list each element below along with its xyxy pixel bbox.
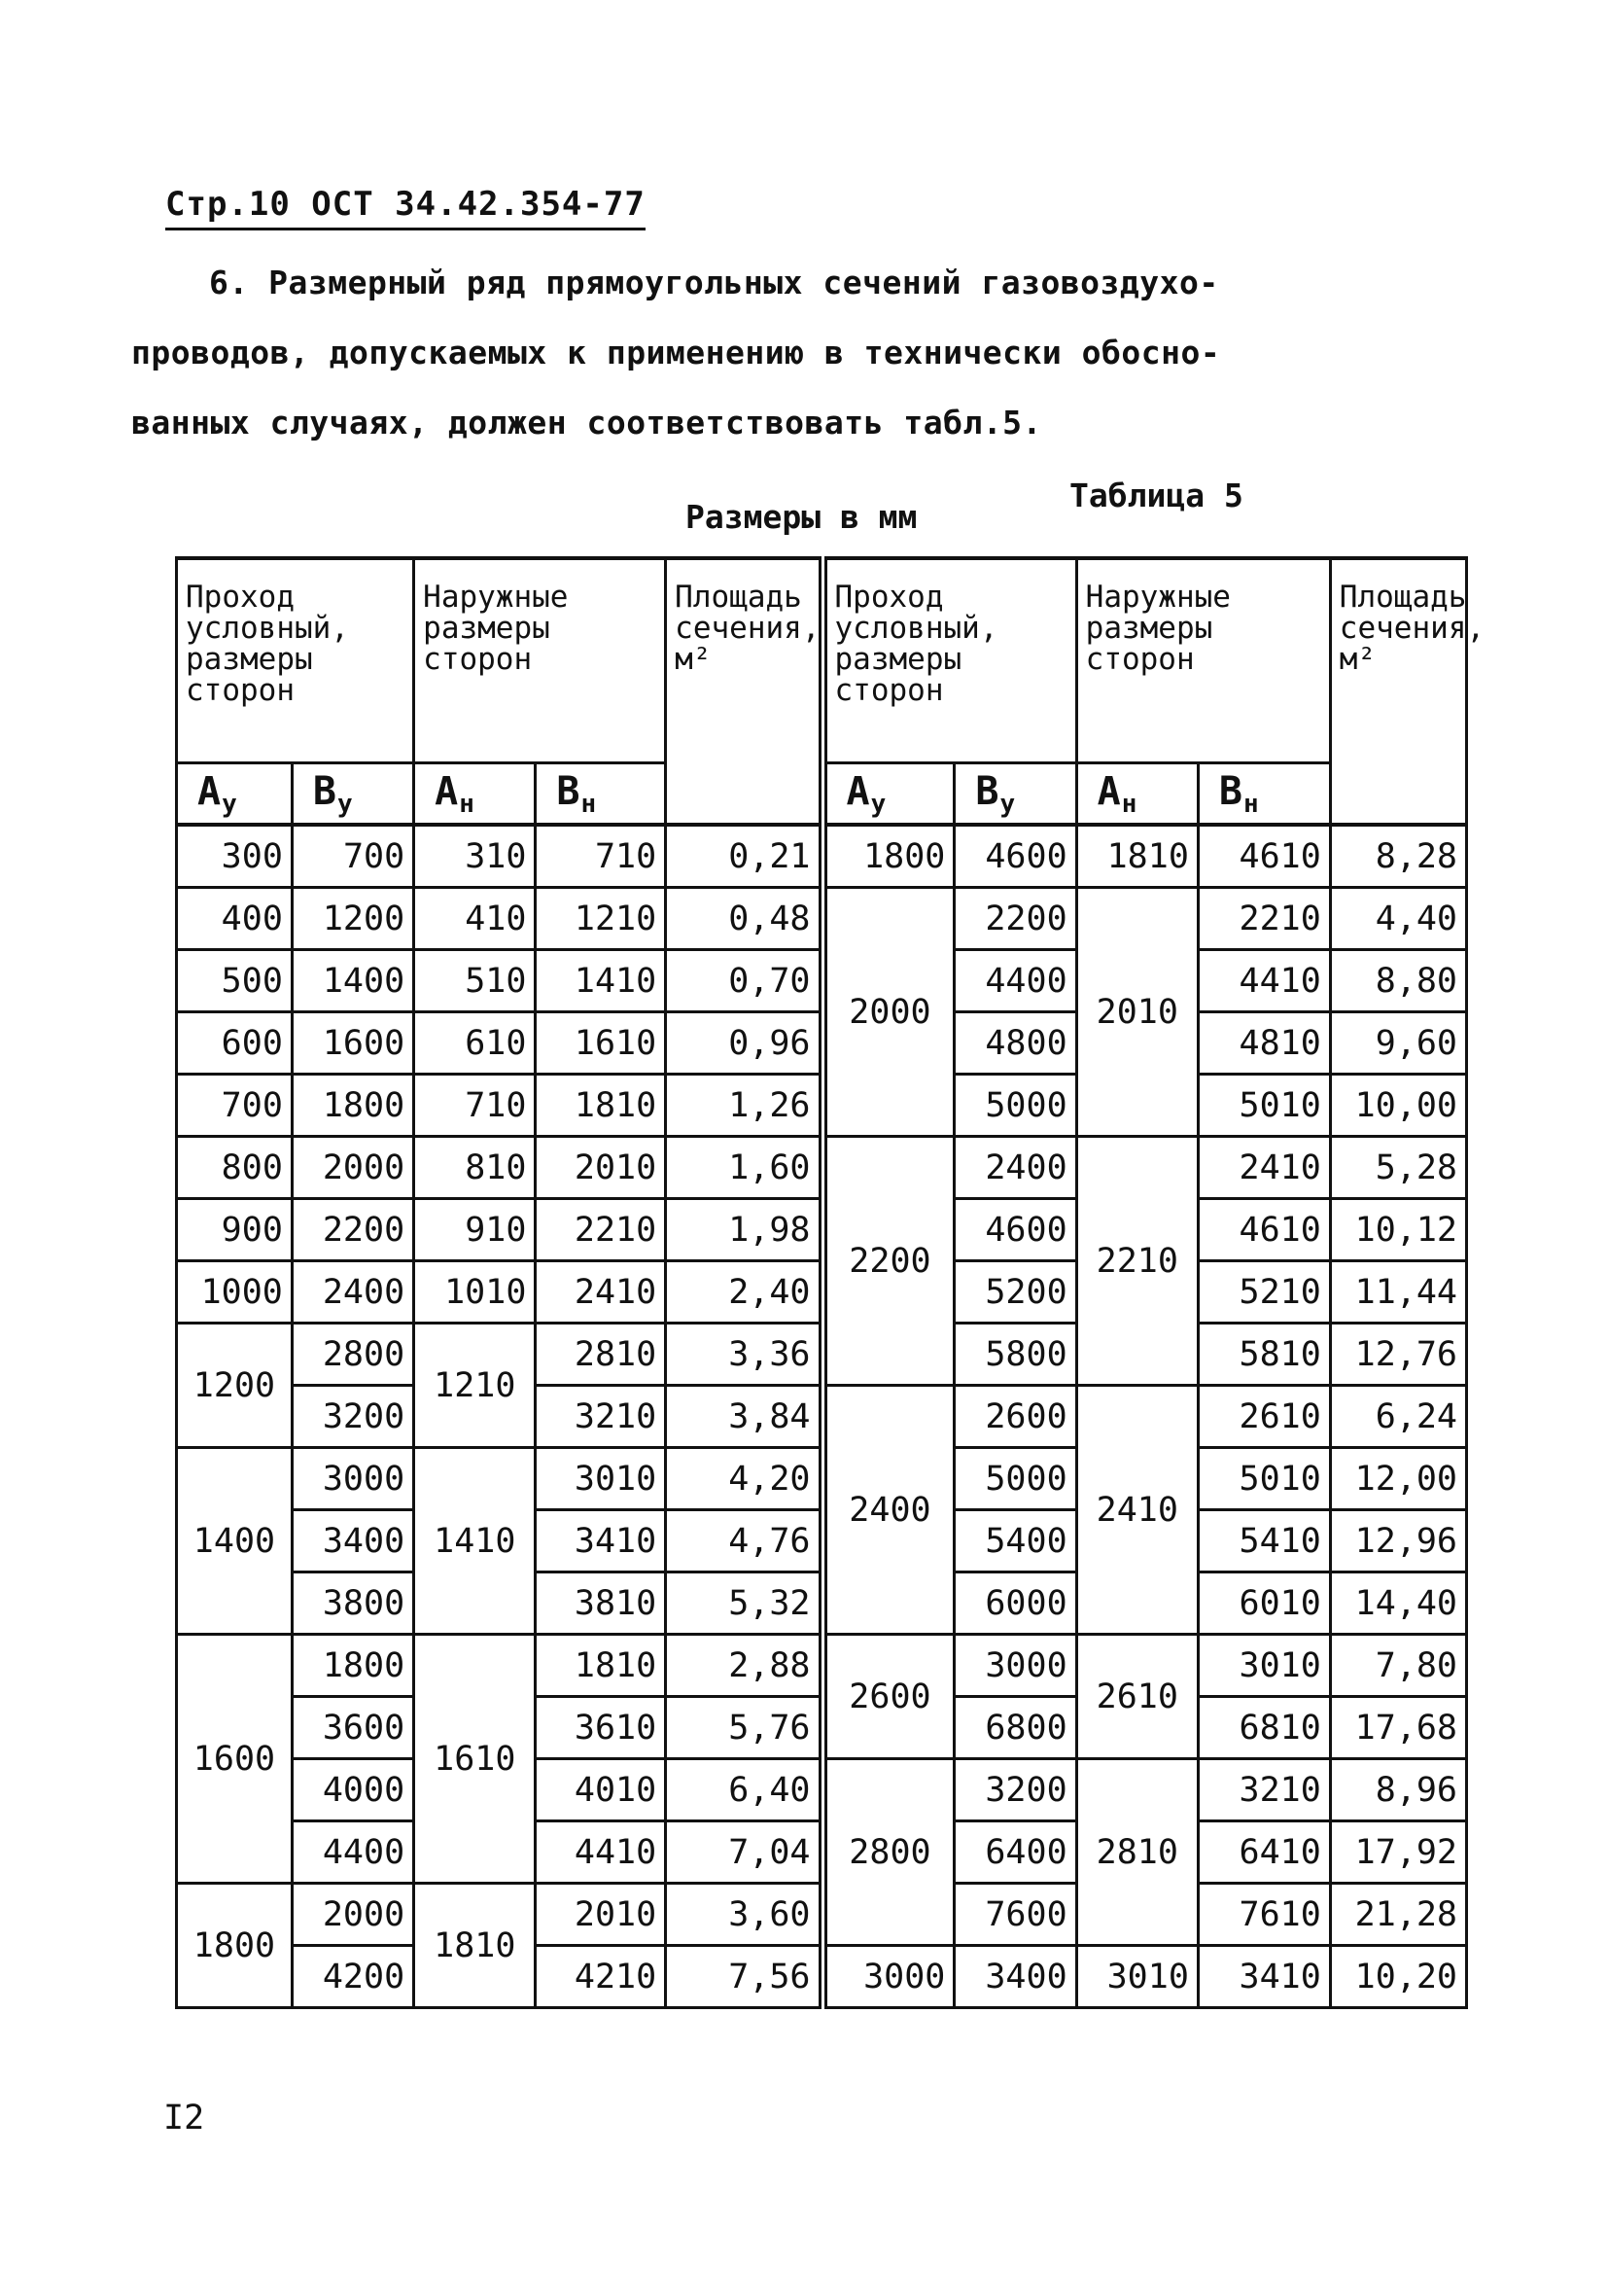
table-cell: 4410 (1198, 950, 1330, 1012)
table-cell: 2200 (955, 888, 1076, 950)
table-cell: 800 (177, 1137, 293, 1199)
table-cell: 1610 (414, 1635, 536, 1884)
table-cell: 4400 (292, 1821, 413, 1884)
header-an-left: $А_н$ (414, 763, 536, 826)
header-ay-left: $А_у$ (177, 763, 293, 826)
table-cell: 7,80 (1330, 1635, 1466, 1697)
table-cell: 0,96 (666, 1012, 822, 1075)
table-title: Таблица 5 (1069, 477, 1243, 514)
table-cell: 510 (414, 950, 536, 1012)
table-cell: 5400 (955, 1510, 1076, 1572)
table-cell: 0,48 (666, 888, 822, 950)
table-cell: 3610 (536, 1697, 666, 1759)
table-cell: 5,28 (1330, 1137, 1466, 1199)
table-cell: 4200 (292, 1946, 413, 2008)
table-cell: 3000 (822, 1946, 955, 2008)
table-cell: 2800 (822, 1759, 955, 1946)
table-row (177, 1075, 1467, 1137)
header-an-right: $А_н$ (1076, 763, 1198, 826)
table-cell: 3,36 (666, 1324, 822, 1386)
table-cell: 610 (414, 1012, 536, 1075)
table-cell: 1,98 (666, 1199, 822, 1261)
table-cell: 11,44 (1330, 1261, 1466, 1324)
table-row (177, 950, 1467, 1012)
table-cell: 5410 (1198, 1510, 1330, 1572)
header-outer-left: Наружные размеры сторон (414, 558, 666, 763)
table-cell: 6800 (955, 1697, 1076, 1759)
table-cell: 4400 (955, 950, 1076, 1012)
table-cell: 4410 (536, 1821, 666, 1884)
table-cell: 7,04 (666, 1821, 822, 1884)
table-cell: 12,76 (1330, 1324, 1466, 1386)
table-cell: 6010 (1198, 1572, 1330, 1635)
table-cell: 5010 (1198, 1075, 1330, 1137)
table-cell: 7600 (955, 1884, 1076, 1946)
table-cell: 2400 (292, 1261, 413, 1324)
table-cell: 2200 (292, 1199, 413, 1261)
table-cell: 12,00 (1330, 1448, 1466, 1510)
table-cell: 3800 (292, 1572, 413, 1635)
table-cell: 3010 (1076, 1946, 1198, 2008)
table-cell: 3200 (955, 1759, 1076, 1821)
table-cell: 1000 (177, 1261, 293, 1324)
paragraph-line-3: ванных случаях, должен соответствовать табл.5. (131, 404, 1042, 442)
table-cell: 17,92 (1330, 1821, 1466, 1884)
table-cell: 8,28 (1330, 825, 1466, 888)
table-row (177, 1635, 1467, 1697)
table-cell: 17,68 (1330, 1697, 1466, 1759)
table-cell: 3010 (1198, 1635, 1330, 1697)
table-cell: 2400 (955, 1137, 1076, 1199)
table-cell: 2410 (1076, 1386, 1198, 1635)
table-cell: 5,32 (666, 1572, 822, 1635)
table-cell: 4000 (292, 1759, 413, 1821)
table-cell: 10,12 (1330, 1199, 1466, 1261)
table-cell: 2610 (1076, 1635, 1198, 1759)
paragraph-line-2: проводов, допускаемых к применению в технически обосно- (131, 334, 1221, 371)
table-cell: 1800 (177, 1884, 293, 2008)
paragraph (131, 248, 1405, 458)
table-cell: 1410 (414, 1448, 536, 1635)
table-cell: 1410 (536, 950, 666, 1012)
table-row (177, 1448, 1467, 1510)
table-cell: 1400 (177, 1448, 293, 1635)
table-cell: 3200 (292, 1386, 413, 1448)
table-cell: 3410 (536, 1510, 666, 1572)
header-area-left: Площадь сечения, м² (666, 558, 822, 825)
table-cell: 2400 (822, 1386, 955, 1635)
table-cell: 2,88 (666, 1635, 822, 1697)
table-cell: 1800 (292, 1635, 413, 1697)
table-cell: 4,20 (666, 1448, 822, 1510)
table-cell: 2610 (1198, 1386, 1330, 1448)
table-cell: 300 (177, 825, 293, 888)
table-cell: 3810 (536, 1572, 666, 1635)
table-cell: 3210 (536, 1386, 666, 1448)
table-cell: 6810 (1198, 1697, 1330, 1759)
table-cell: 5800 (955, 1324, 1076, 1386)
table-cell: 2000 (292, 1884, 413, 1946)
table-cell: 2010 (1076, 888, 1198, 1137)
table-cell: 2410 (1198, 1137, 1330, 1199)
table-cell: 6000 (955, 1572, 1076, 1635)
table-row (177, 1884, 1467, 1946)
table-cell: 0,70 (666, 950, 822, 1012)
table-row (177, 1386, 1467, 1448)
table-row (177, 1199, 1467, 1261)
table-cell: 1810 (536, 1075, 666, 1137)
table-cell: 710 (414, 1075, 536, 1137)
table-cell: 2810 (536, 1324, 666, 1386)
table-cell: 600 (177, 1012, 293, 1075)
table-cell: 0,21 (666, 825, 822, 888)
table-cell: 3400 (292, 1510, 413, 1572)
table-cell: 1200 (177, 1324, 293, 1448)
table-row (177, 888, 1467, 950)
table-cell: 2210 (1198, 888, 1330, 950)
table-row (177, 1261, 1467, 1324)
table-cell: 2600 (822, 1635, 955, 1759)
table-cell: 1010 (414, 1261, 536, 1324)
table-cell: 21,28 (1330, 1884, 1466, 1946)
table-cell: 1210 (414, 1324, 536, 1448)
table-cell: 500 (177, 950, 293, 1012)
header-passage-left: Проход условный, размеры сторон (177, 558, 414, 763)
table-cell: 1,26 (666, 1075, 822, 1137)
table-cell: 3410 (1198, 1946, 1330, 2008)
table-cell: 4610 (1198, 1199, 1330, 1261)
table-cell: 4,40 (1330, 888, 1466, 950)
table-cell: 4600 (955, 825, 1076, 888)
paragraph-line-1: 6. Размерный ряд прямоугольных сечений газовоздухо- (209, 264, 1219, 301)
table-cell: 4010 (536, 1759, 666, 1821)
header-by-left: $В_у$ (292, 763, 413, 826)
table-cell: 12,96 (1330, 1510, 1466, 1572)
table-cell: 1800 (292, 1075, 413, 1137)
table-cell: 2000 (292, 1137, 413, 1199)
table-row (177, 1137, 1467, 1199)
table-cell: 1400 (292, 950, 413, 1012)
table-cell: 400 (177, 888, 293, 950)
table-cell: 3000 (955, 1635, 1076, 1697)
table-cell: 910 (414, 1199, 536, 1261)
table-cell: 1210 (536, 888, 666, 950)
table-cell: 3,84 (666, 1386, 822, 1448)
table-cell: 8,96 (1330, 1759, 1466, 1821)
table-cell: 5210 (1198, 1261, 1330, 1324)
table-cell: 1810 (414, 1884, 536, 2008)
table-cell: 3600 (292, 1697, 413, 1759)
table-cell: 2810 (1076, 1759, 1198, 1946)
table-cell: 2,40 (666, 1261, 822, 1324)
table-cell: 1810 (1076, 825, 1198, 888)
table-cell: 6410 (1198, 1821, 1330, 1884)
table-cell: 8,80 (1330, 950, 1466, 1012)
header-area-right: Площадь сечения, м² (1330, 558, 1466, 825)
table-cell: 2410 (536, 1261, 666, 1324)
table-cell: 5000 (955, 1448, 1076, 1510)
table-cell: 1600 (292, 1012, 413, 1075)
table-cell: 700 (177, 1075, 293, 1137)
table-cell: 2600 (955, 1386, 1076, 1448)
table-cell: 3000 (292, 1448, 413, 1510)
table-cell: 5010 (1198, 1448, 1330, 1510)
table-cell: 3,60 (666, 1884, 822, 1946)
table-cell: 2210 (536, 1199, 666, 1261)
header-bn-left: $В_н$ (536, 763, 666, 826)
table-row (177, 1821, 1467, 1884)
table-cell: 7,56 (666, 1946, 822, 2008)
units-note: Размеры в мм (685, 498, 918, 536)
table-cell: 6,24 (1330, 1386, 1466, 1448)
header-passage-right: Проход условный, размеры сторон (822, 558, 1076, 763)
table-cell: 1200 (292, 888, 413, 950)
table-cell: 900 (177, 1199, 293, 1261)
table-cell: 310 (414, 825, 536, 888)
table-cell: 4610 (1198, 825, 1330, 888)
table-row (177, 825, 1467, 888)
table-row (177, 1324, 1467, 1386)
table-cell: 5,76 (666, 1697, 822, 1759)
table-cell: 14,40 (1330, 1572, 1466, 1635)
table-cell: 410 (414, 888, 536, 950)
table-cell: 700 (292, 825, 413, 888)
table-cell: 810 (414, 1137, 536, 1199)
table-cell: 4800 (955, 1012, 1076, 1075)
table-cell: 6400 (955, 1821, 1076, 1884)
page-header: Стр.10 ОСТ 34.42.354-77 (165, 185, 646, 230)
table-cell: 2010 (536, 1137, 666, 1199)
dimensions-table (175, 556, 1486, 2009)
table-cell: 3010 (536, 1448, 666, 1510)
table-cell: 4810 (1198, 1012, 1330, 1075)
table-cell: 1810 (536, 1635, 666, 1697)
table-cell: 9,60 (1330, 1012, 1466, 1075)
table-cell: 710 (536, 825, 666, 888)
table-cell: 3210 (1198, 1759, 1330, 1821)
table-cell: 1600 (177, 1635, 293, 1884)
table-cell: 1610 (536, 1012, 666, 1075)
table-cell: 5200 (955, 1261, 1076, 1324)
table-cell: 7610 (1198, 1884, 1330, 1946)
table-cell: 2800 (292, 1324, 413, 1386)
table-row (177, 1012, 1467, 1075)
header-bn-right: $В_н$ (1198, 763, 1330, 826)
table-cell: 4210 (536, 1946, 666, 2008)
table-row (177, 1946, 1467, 2008)
table-row (177, 1510, 1467, 1572)
table-cell: 3400 (955, 1946, 1076, 2008)
table-cell: 2200 (822, 1137, 955, 1386)
table-cell: 10,20 (1330, 1946, 1466, 2008)
header-outer-right: Наружные размеры сторон (1076, 558, 1330, 763)
table-cell: 5000 (955, 1075, 1076, 1137)
table-cell: 5810 (1198, 1324, 1330, 1386)
table-cell: 1,60 (666, 1137, 822, 1199)
header-ay-right: $А_у$ (822, 763, 955, 826)
table-cell: 2000 (822, 888, 955, 1137)
table-cell: 4600 (955, 1199, 1076, 1261)
table-cell: 2010 (536, 1884, 666, 1946)
table-row (177, 1572, 1467, 1635)
table-cell: 4,76 (666, 1510, 822, 1572)
table-row (177, 1697, 1467, 1759)
table-cell: 1800 (822, 825, 955, 888)
table-row (177, 1759, 1467, 1821)
table-cell: 10,00 (1330, 1075, 1466, 1137)
header-by-right: $В_у$ (955, 763, 1076, 826)
page-number: I2 (163, 2099, 205, 2137)
table-cell: 6,40 (666, 1759, 822, 1821)
table-cell: 2210 (1076, 1137, 1198, 1386)
